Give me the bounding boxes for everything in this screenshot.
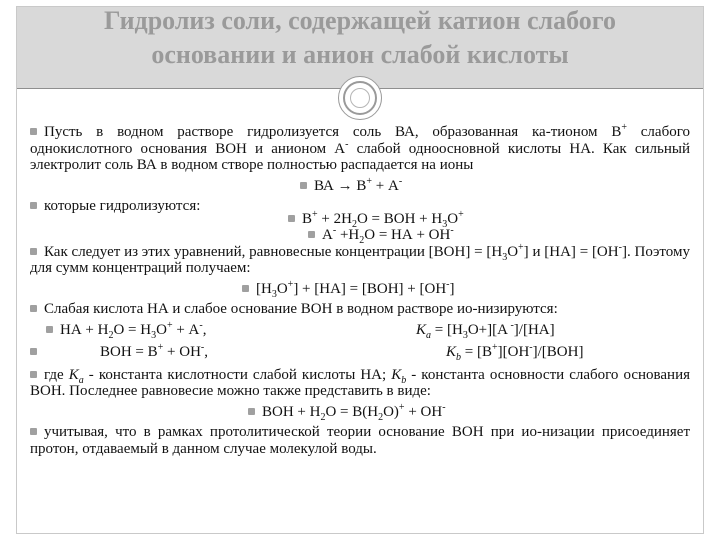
equation-anion-hydrolysis: $А^- +Н_2О$ = НА + ОН- (30, 227, 690, 244)
equation-cation-hydrolysis: $В^+ + 2Н_2О$ = ВОН + $Н_3О^+$ (30, 211, 690, 228)
bullet-icon (248, 408, 255, 415)
bullet-icon (300, 182, 307, 189)
equation-base-ionization-row: ВОН = В+ + ОН-, $K_b = [В^+][ОН^-]/[ВОН]$ (30, 344, 690, 361)
bullet-icon (242, 285, 249, 292)
paragraph-2: которые гидролизуются: (30, 198, 690, 215)
bullet-icon (30, 248, 37, 255)
title-line-1: Гидролиз соли, содержащей катион слабого (104, 6, 616, 35)
circle-ornament-core (350, 88, 370, 108)
slide-title (20, 4, 700, 72)
equation-sum-concentrations: $[Н_3О^+] + [НА] = [ВОН] + [ОН^-]$ (30, 281, 690, 298)
equation-acid-ionization-row: НА + $Н_2О = Н_3О^+ + А^-$, $K_a = [Н_3О+][А$ -]/[НА] (30, 322, 690, 339)
slide-body (30, 124, 690, 457)
paragraph-6: учитывая, что в рамках протолитической теории основание ВОН при ио-низации присоединяет протон, отдаваемый в данном случае молекулой воды. (30, 424, 690, 457)
bullet-icon (288, 215, 295, 222)
bullet-icon (46, 326, 53, 333)
bullet-icon (30, 305, 37, 312)
paragraph-5: где $K_a$ - константа кислотности слабой кислоты НА; $K_b$ - константа основности слабого основания ВОН. Последнее равновесие можно также представить в виде: (30, 366, 691, 399)
circle-ornament-icon (338, 76, 382, 120)
basicity-constant-formula: $K_b = [В^+][ОН^-]/[ВОН]$ (446, 342, 584, 363)
paragraph-3: Как следует из этих уравнений, равновесные концентрации $[ВОН] = [Н_3О^+]$ и [НА] = [ОН-]. Поэтому для сумм концентраций получаем: (30, 241, 690, 276)
paragraph-1: Пусть в водном растворе гидролизуется соль ВА, образованная ка-тионом В+ слабого однокислотного основания ВОН и анионом А- слабой одноосновной кислоты НА. Как сильный электролит соль ВА в водном створе полностью распадается на ионы (30, 122, 690, 173)
equation-dissociation: ВА → В+ + А- (30, 178, 690, 195)
circle-ornament-ring (343, 81, 377, 115)
bullet-icon (30, 348, 37, 355)
bullet-icon (30, 428, 37, 435)
paragraph-4: Слабая кислота НА и слабое основание ВОН в водном растворе ио-низируются: (30, 301, 690, 318)
bullet-icon (30, 128, 37, 135)
bullet-icon (30, 202, 37, 209)
acidity-constant-formula: $K_a = [Н_3О+][А$ -]/[НА] (416, 319, 555, 341)
bullet-icon (30, 371, 37, 378)
bullet-icon (308, 231, 315, 238)
equation-base-protonation: ВОН + $Н_2О = В(Н_2О)^+ + ОН^-$ (30, 404, 690, 421)
title-line-2: основании и анион слабой кислоты (151, 40, 569, 69)
